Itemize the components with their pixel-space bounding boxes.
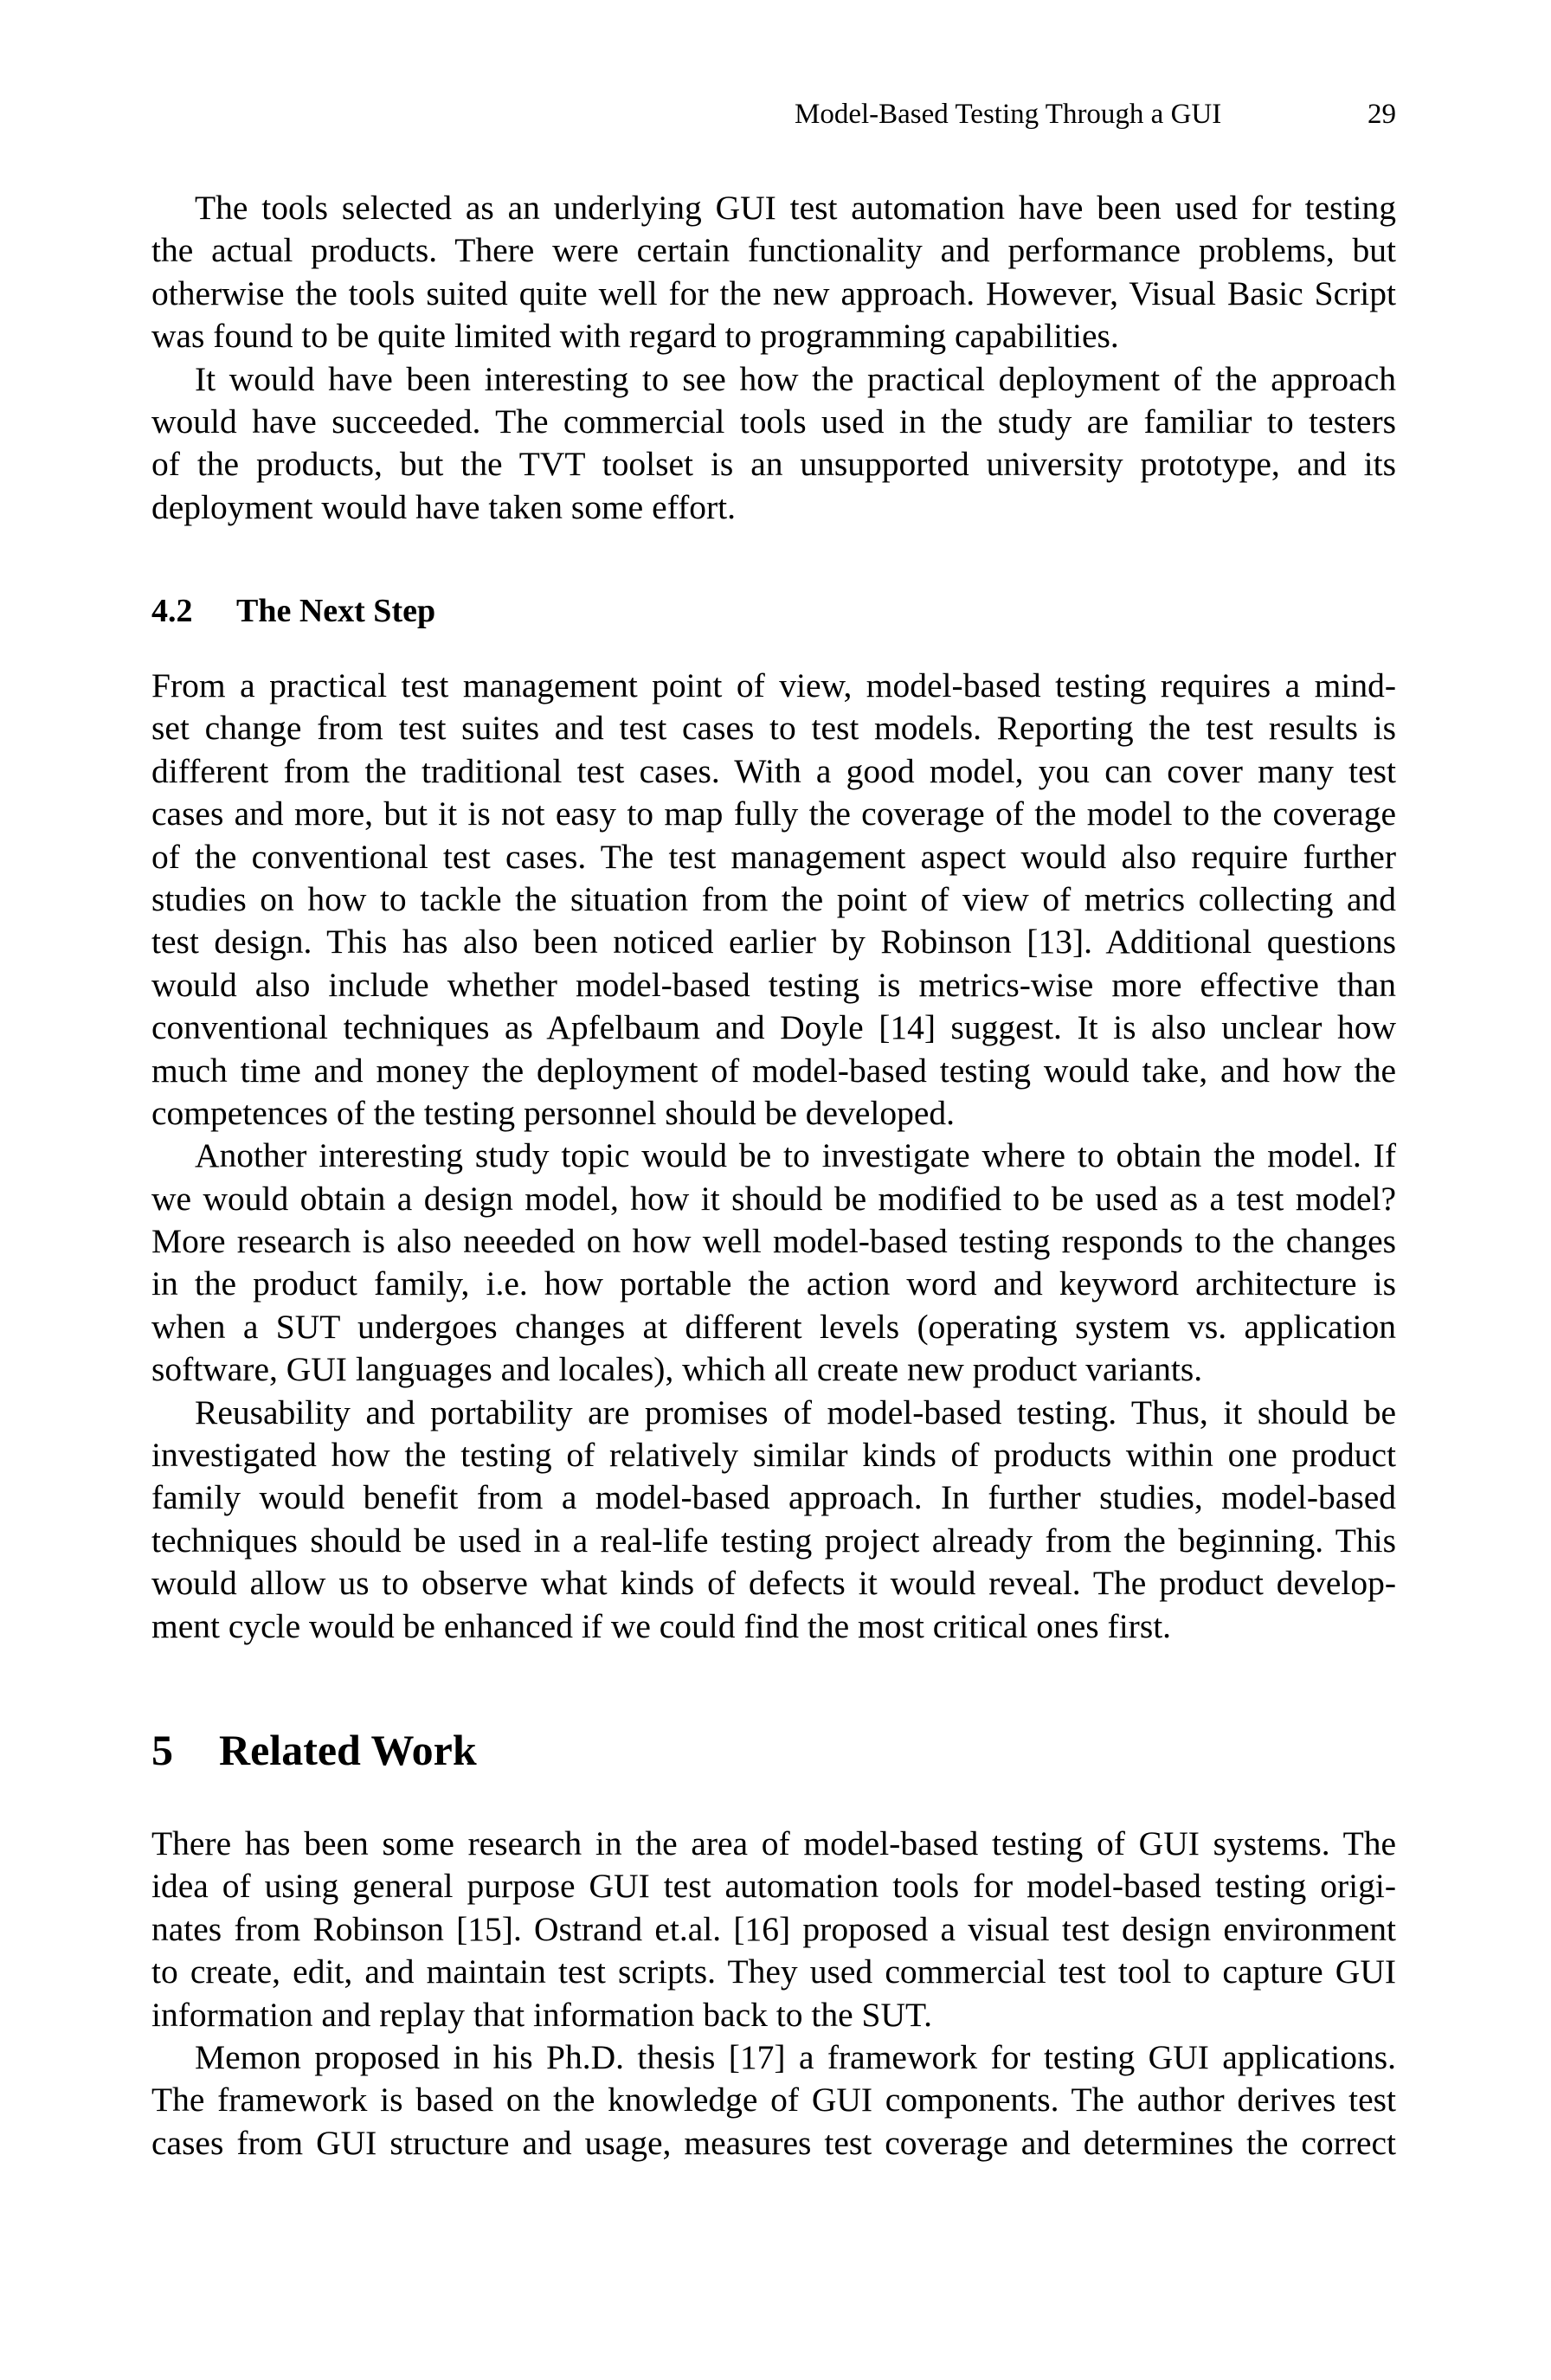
text-line: investigated how the testing of relatively similar kinds of products within one product [151, 1436, 1396, 1475]
section-4-2-body [151, 665, 1396, 1648]
paragraph [151, 1392, 1396, 1648]
section-title: Related Work [219, 1726, 477, 1774]
section-number: 4.2 [151, 593, 193, 629]
text-line: when a SUT undergoes changes at different levels (operating system vs. application [151, 1307, 1396, 1346]
text-line: software, GUI languages and locales), which all create new product variants. [151, 1350, 1203, 1389]
text-line: The tools selected as an underlying GUI test automation have been used for testing [195, 189, 1396, 227]
text-line: There has been some research in the area of model-based testing of GUI systems. The [151, 1824, 1396, 1862]
text-line: different from the traditional test cases. With a good model, you can cover many test [151, 751, 1396, 790]
section-heading-5 [151, 1724, 477, 1776]
text-line: would have succeeded. The commercial tools used in the study are familiar to testers [151, 402, 1396, 441]
paragraph [151, 2036, 1396, 2165]
text-line: in the product family, i.e. how portable the action word and keyword architecture is [151, 1264, 1396, 1303]
text-line: information and replay that information back to the SUT. [151, 1995, 933, 2034]
section-number: 5 [151, 1726, 173, 1774]
section-heading-4-2 [151, 591, 435, 631]
text-line: nates from Robinson [15]. Ostrand et.al. [16] proposed a visual test design environment [151, 1909, 1396, 1948]
text-line: would allow us to observe what kinds of defects it would reveal. The product develop- [151, 1564, 1396, 1603]
text-line: conventional techniques as Apfelbaum and Doyle [14] suggest. It is also unclear how [151, 1008, 1396, 1047]
text-line: The framework is based on the knowledge of GUI components. The author derives test [151, 2081, 1396, 2119]
text-line: cases and more, but it is not easy to map fully the coverage of the model to the coverage [151, 794, 1396, 833]
text-line: deployment would have taken some effort. [151, 487, 736, 526]
paragraph [151, 1135, 1396, 1391]
section-4-1-continued [151, 187, 1396, 529]
text-line: set change from test suites and test cases to test models. Reporting the test results is [151, 709, 1396, 748]
text-line: otherwise the tools suited quite well for the new approach. However, Visual Basic Script [151, 273, 1396, 312]
text-line: It would have been interesting to see how the practical deployment of the approach [195, 359, 1396, 398]
text-line: much time and money the deployment of model-based testing would take, and how the [151, 1051, 1396, 1090]
text-line: of the conventional test cases. The test management aspect would also require further [151, 837, 1396, 876]
page-number: 29 [1368, 99, 1396, 130]
paragraph [151, 665, 1396, 1135]
text-line: Memon proposed in his Ph.D. thesis [17] a framework for testing GUI applications. [195, 2037, 1396, 2076]
text-line: test design. This has also been noticed earlier by Robinson [13]. Additional questions [151, 923, 1396, 962]
text-line: of the products, but the TVT toolset is an unsupported university prototype, and its [151, 445, 1396, 484]
text-line: to create, edit, and maintain test scripts. They used commercial test tool to capture GUI [151, 1952, 1396, 1991]
text-line: Another interesting study topic would be to investigate where to obtain the model. If [195, 1136, 1396, 1175]
text-line: would also include whether model-based testing is metrics-wise more effective than [151, 965, 1396, 1004]
section-5-body [151, 1823, 1396, 2165]
text-line: we would obtain a design model, how it should be modified to be used as a test model? [151, 1179, 1396, 1218]
text-line: was found to be quite limited with regard to programming capabilities. [151, 317, 1119, 356]
running-head-title: Model-Based Testing Through a GUI [795, 99, 1222, 130]
paragraph [151, 1823, 1396, 2036]
text-line: family would benefit from a model-based approach. In further studies, model-based [151, 1478, 1396, 1517]
section-title: The Next Step [236, 593, 436, 629]
text-line: Reusability and portability are promises of model-based testing. Thus, it should be [195, 1393, 1396, 1431]
text-line: idea of using general purpose GUI test automation tools for model-based testing origi- [151, 1867, 1396, 1906]
text-line: ment cycle would be enhanced if we could find the most critical ones first. [151, 1606, 1172, 1645]
text-line: More research is also neeeded on how well model-based testing responds to the changes [151, 1222, 1396, 1261]
paragraph [151, 187, 1396, 358]
running-head [151, 97, 1396, 132]
text-line: the actual products. There were certain functionality and performance problems, but [151, 231, 1396, 270]
text-line: competences of the testing personnel should be developed. [151, 1093, 955, 1132]
text-line: From a practical test management point of view, model-based testing requires a mind- [151, 666, 1396, 704]
text-line: studies on how to tackle the situation from the point of view of metrics collecting and [151, 879, 1396, 918]
text-line: techniques should be used in a real-life testing project already from the beginning. This [151, 1521, 1396, 1560]
text-line: cases from GUI structure and usage, measures test coverage and determines the correct [151, 2123, 1396, 2162]
paragraph [151, 358, 1396, 530]
